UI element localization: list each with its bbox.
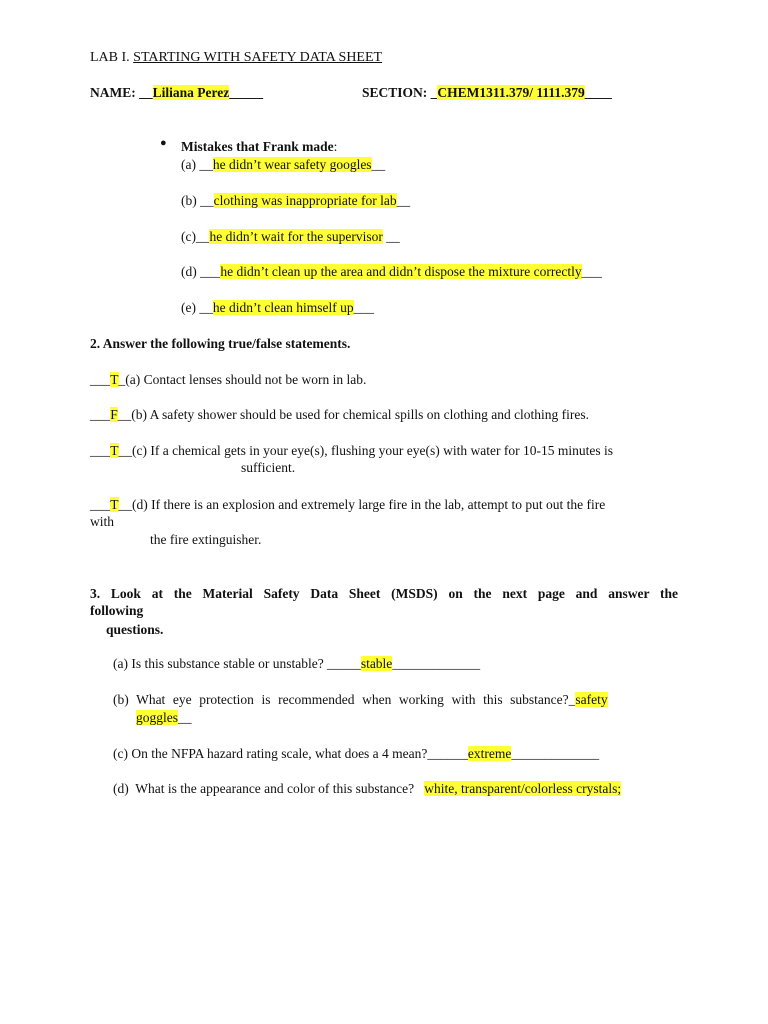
q3-heading-line3: questions.	[106, 622, 164, 637]
q1-item-d: (d) ___he didn’t clean up the area and didn’t dispose the mixture correctly___	[181, 264, 602, 279]
q1-heading: Mistakes that Frank made:	[181, 139, 338, 154]
q3-heading-line2: following	[90, 603, 144, 618]
q3-answer-d: white, transparent/colorless crystals;	[424, 781, 622, 796]
q2-answer-c: T	[110, 443, 119, 458]
q3-item-d: (d) What is the appearance and color of this substance? white, transparent/colorless crystals;	[113, 781, 622, 796]
q2-item-a: ___T_(a) Contact lenses should not be worn in lab.	[90, 372, 367, 387]
q2-item-d-continued-2: the fire extinguisher.	[150, 532, 262, 547]
q3-item-b: (b) What eye protection is recommended when working with this substance?_safety	[113, 692, 608, 707]
q1-item-a: (a) __he didn’t wear safety googles__	[181, 157, 386, 172]
q2-heading: 2. Answer the following true/false statements.	[90, 336, 351, 351]
q3-answer-b-line1: safety	[575, 692, 608, 707]
q3-answer-b-line2: goggles	[136, 710, 178, 725]
q1-item-b: (b) __clothing was inappropriate for lab__	[181, 193, 411, 208]
q2-item-c-continued: sufficient.	[241, 460, 296, 475]
q3-answer-c: extreme	[467, 746, 512, 761]
q2-item-d: ___T__(d) If there is an explosion and extremely large fire in the lab, attempt to put out the fire	[90, 497, 606, 512]
lab-title-text: STARTING WITH SAFETY DATA SHEET	[133, 50, 383, 65]
q2-answer-d: T	[110, 497, 119, 512]
q2-item-d-continued: with	[90, 514, 115, 529]
q3-item-a: (a) Is this substance stable or unstable? _____stable_____________	[113, 656, 481, 671]
q1-answer-b: clothing was inappropriate for lab	[213, 193, 397, 208]
lab-title: LAB I. STARTING WITH SAFETY DATA SHEET	[90, 50, 383, 65]
q2-answer-a: T	[110, 372, 119, 387]
q1-item-e: (e) __he didn’t clean himself up___	[181, 300, 374, 315]
bullet-dot: ●	[160, 137, 167, 149]
q2-answer-b: F	[110, 407, 118, 422]
section-field: SECTION: _CHEM1311.379/ 1111.379____	[362, 85, 612, 100]
q3-answer-a: stable	[360, 656, 393, 671]
q3-item-b-continued: goggles__	[136, 710, 192, 725]
q1-answer-c: he didn’t wait for the supervisor	[209, 229, 383, 244]
q3-item-c: (c) On the NFPA hazard rating scale, what does a 4 mean?______extreme_____________	[113, 746, 600, 761]
name-field: NAME: __Liliana Perez_____	[90, 85, 263, 100]
name-value: Liliana Perez	[152, 85, 230, 100]
q3-heading: 3. Look at the Material Safety Data Sheet (MSDS) on the next page and answer the	[90, 586, 678, 601]
q1-item-c: (c)__he didn’t wait for the supervisor __	[181, 229, 400, 244]
q2-item-b: ___F__(b) A safety shower should be used for chemical spills on clothing and clothing fires.	[90, 407, 590, 422]
q1-answer-a: he didn’t wear safety googles	[212, 157, 372, 172]
q1-answer-d: he didn’t clean up the area and didn’t dispose the mixture correctly	[220, 264, 582, 279]
q1-answer-e: he didn’t clean himself up	[212, 300, 354, 315]
section-value: CHEM1311.379/ 1111.379	[437, 85, 585, 100]
q2-item-c: ___T__(c) If a chemical gets in your eye(s), flushing your eye(s) with water for 10-15 minutes is	[90, 443, 613, 458]
